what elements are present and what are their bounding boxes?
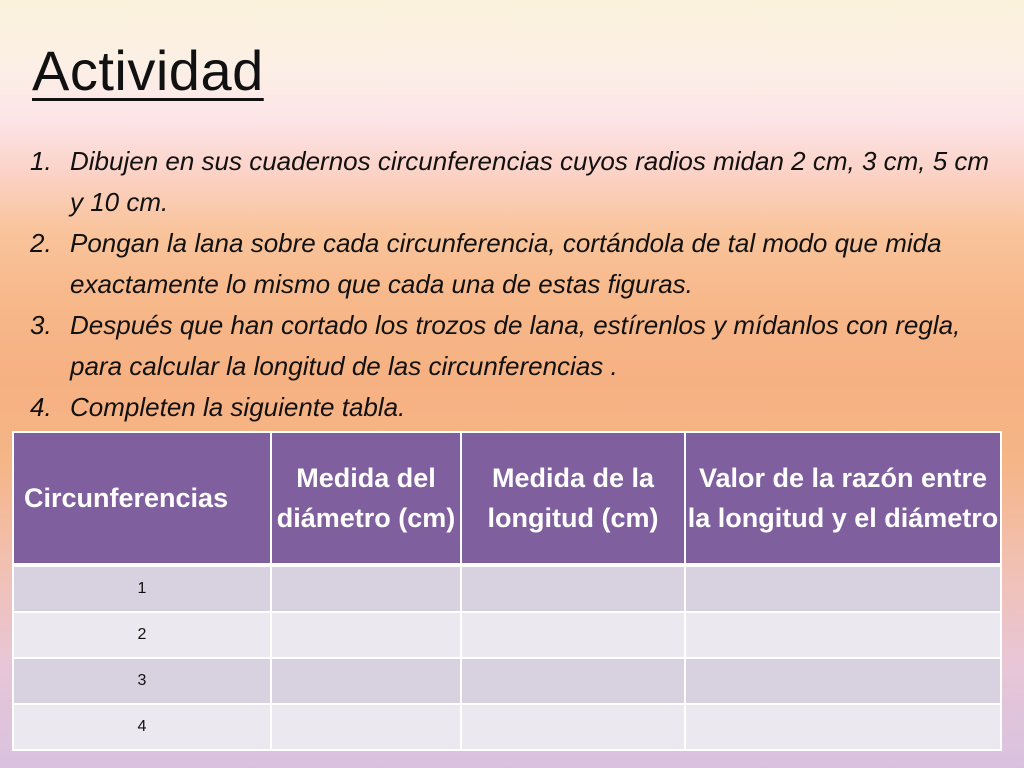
header-longitud: Medida de la longitud (cm): [461, 432, 685, 565]
table-cell-diametro[interactable]: [271, 565, 461, 612]
table-row: [13, 565, 1001, 612]
step-text: Completen la siguiente tabla.: [70, 392, 406, 422]
table-cell-diametro[interactable]: [271, 704, 461, 750]
table-cell-diametro[interactable]: [271, 658, 461, 704]
table-cell-razon[interactable]: [685, 658, 1001, 704]
table-cell-diametro[interactable]: [271, 612, 461, 658]
header-diametro: Medida del diámetro (cm): [271, 432, 461, 565]
table-cell-longitud[interactable]: [461, 704, 685, 750]
table-cell-razon[interactable]: [685, 565, 1001, 612]
step-text: Pongan la lana sobre cada circunferencia, cortándola de tal modo que mida exactamente lo mismo que cada una de estas figuras.: [70, 228, 942, 299]
step-item: [30, 223, 1005, 305]
table-cell-number: 2: [13, 612, 271, 658]
step-text: Después que han cortado los trozos de lana, estírenlos y mídanlos con regla, para calcular la longitud de las circunferencias .: [70, 310, 961, 381]
table-cell-razon[interactable]: [685, 704, 1001, 750]
table-cell-number: 4: [13, 704, 271, 750]
table-header-row: [13, 432, 1001, 565]
table-row: [13, 612, 1001, 658]
step-number: 2.: [30, 228, 52, 258]
step-item: [30, 305, 1005, 387]
table-cell-razon[interactable]: [685, 612, 1001, 658]
table-cell-number: 3: [13, 658, 271, 704]
table-row: [13, 704, 1001, 750]
header-circunferencias: Circunferencias: [13, 432, 271, 565]
table-cell-longitud[interactable]: [461, 565, 685, 612]
table-cell-number: 1: [13, 565, 271, 612]
data-table: [12, 431, 1002, 751]
activity-steps-list: [30, 141, 1005, 428]
step-text: Dibujen en sus cuadernos circunferencias cuyos radios midan 2 cm, 3 cm, 5 cm y 10 cm.: [70, 146, 990, 217]
table-row: [13, 658, 1001, 704]
step-number: 4.: [30, 392, 52, 422]
step-item: [30, 141, 1005, 223]
step-number: 3.: [30, 310, 52, 340]
step-item: [30, 387, 1005, 428]
table-cell-longitud[interactable]: [461, 658, 685, 704]
step-number: 1.: [30, 146, 52, 176]
slide-title: Actividad: [32, 39, 264, 102]
header-razon: Valor de la razón entre la longitud y el diámetro: [685, 432, 1001, 565]
table-cell-longitud[interactable]: [461, 612, 685, 658]
